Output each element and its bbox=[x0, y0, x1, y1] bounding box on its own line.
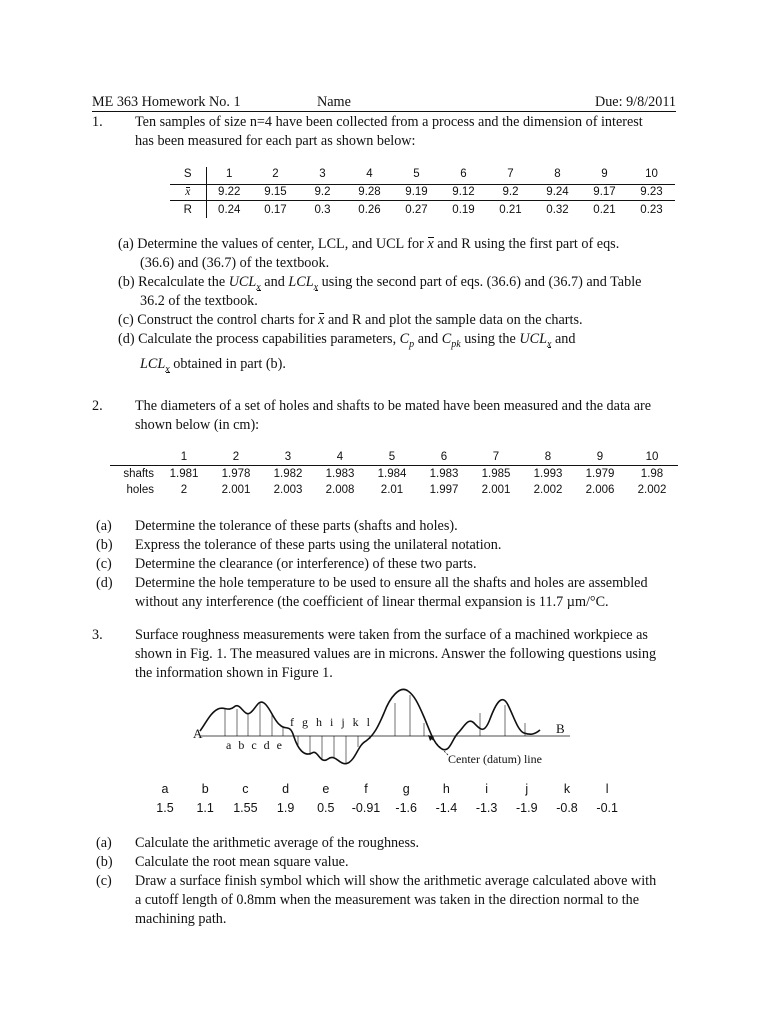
table-cell: 0.17 bbox=[264, 204, 287, 216]
roughness-letter: h bbox=[442, 782, 450, 796]
table-cell: 10 bbox=[645, 451, 659, 463]
table-cell: 8 bbox=[544, 451, 552, 463]
sample-label: S bbox=[170, 167, 206, 185]
table-cell: 2 bbox=[232, 451, 240, 463]
question-3-line-1: Surface roughness measurements were taken from the surface of a machined workpiece as bbox=[135, 627, 648, 643]
label-b-end: B bbox=[556, 721, 565, 736]
part-1b-line-2: 36.2 of the textbook. bbox=[140, 293, 258, 309]
table-cell: 9.2 bbox=[314, 186, 331, 198]
part-1b: (b) Recalculate the $UCL_x$ and $LCL_x$ using the second part of eqs. (36.6) and (36.7) and Table bbox=[118, 274, 642, 293]
item-text-line-2: without any interference (the coefficient of linear thermal expansion is 11.7 µm/°C. bbox=[135, 594, 609, 610]
roughness-letter: g bbox=[402, 782, 410, 796]
roughness-letter: a bbox=[161, 782, 169, 796]
item-text: Calculate the arithmetic average of the roughness. bbox=[135, 835, 420, 851]
table-cell: 4 bbox=[366, 168, 373, 180]
table-cell: 6 bbox=[460, 168, 467, 180]
item-label: (c) bbox=[96, 556, 112, 572]
roughness-letter: k bbox=[563, 782, 571, 796]
roughness-value: -0.8 bbox=[556, 801, 578, 815]
diameter-corner bbox=[110, 449, 158, 466]
diameter-header-row bbox=[110, 449, 678, 466]
roughness-value: -0.91 bbox=[351, 801, 381, 815]
roughness-profile-figure bbox=[180, 683, 600, 778]
table-cell: 9.24 bbox=[546, 186, 569, 198]
table-cell: 9.28 bbox=[358, 186, 381, 198]
item-label: (a) bbox=[96, 518, 112, 534]
table-cell: 0.19 bbox=[452, 204, 475, 216]
table-cell: 1.978 bbox=[221, 468, 251, 480]
table-cell: 9.19 bbox=[405, 186, 428, 198]
table-cell: 0.24 bbox=[218, 204, 241, 216]
table-cell: 9 bbox=[601, 168, 608, 180]
xbar-row bbox=[170, 185, 675, 201]
item-text: Express the tolerance of these parts using the unilateral notation. bbox=[135, 537, 502, 553]
question-3-text bbox=[135, 626, 656, 683]
item-text: Determine the clearance (or interference) of these two parts. bbox=[135, 556, 477, 572]
table-cell: 2.003 bbox=[273, 484, 303, 496]
table-cell: 9.15 bbox=[264, 186, 287, 198]
question-2-number: 2. bbox=[92, 398, 103, 414]
table-cell: 1.983 bbox=[429, 468, 459, 480]
roughness-letter: b bbox=[201, 782, 209, 796]
part-1d: (d) Calculate the process capabilities parameters, $C_p$ and $C_{pk}$ using the $UCL_x$ and bbox=[118, 331, 576, 350]
roughness-value: -0.1 bbox=[596, 801, 618, 815]
table-cell: 5 bbox=[388, 451, 396, 463]
roughness-letter: j bbox=[525, 782, 529, 796]
left-letters: a b c d e bbox=[226, 738, 284, 752]
item-text-line-3: machining path. bbox=[135, 911, 227, 927]
table-cell: 2 bbox=[180, 484, 188, 496]
roughness-value: -1.3 bbox=[475, 801, 498, 815]
item-label: (b) bbox=[96, 854, 113, 870]
item-label: (a) bbox=[96, 835, 112, 851]
right-letters: f g h i j k l bbox=[290, 715, 373, 729]
course-title: ME 363 Homework No. 1 bbox=[92, 94, 241, 110]
question-1-text bbox=[135, 113, 643, 151]
sample-table bbox=[170, 167, 675, 218]
roughness-value: -1.4 bbox=[435, 801, 458, 815]
table-cell: 0.27 bbox=[405, 204, 428, 216]
table-cell: 7 bbox=[507, 168, 514, 180]
table-cell: 9 bbox=[596, 451, 604, 463]
item-text: Determine the hole temperature to be used to ensure all the shafts and holes are assembled bbox=[135, 575, 648, 591]
question-3-line-2: shown in Fig. 1. The measured values are in microns. Answer the following questions using bbox=[135, 646, 657, 662]
table-cell: 7 bbox=[492, 451, 500, 463]
item-label: (b) bbox=[96, 537, 113, 553]
table-cell: 3 bbox=[319, 168, 326, 180]
roughness-value: 1.9 bbox=[276, 801, 295, 815]
table-cell: 1.985 bbox=[481, 468, 511, 480]
name-label: Name bbox=[317, 94, 351, 110]
table-cell: 1.983 bbox=[325, 468, 355, 480]
question-1-line-2: has been measured for each part as shown below: bbox=[135, 133, 416, 149]
roughness-letter: l bbox=[605, 782, 609, 796]
table-cell: 1.984 bbox=[377, 468, 407, 480]
table-cell: 3 bbox=[284, 451, 292, 463]
table-cell: 1.979 bbox=[585, 468, 615, 480]
table-cell: 1.982 bbox=[273, 468, 303, 480]
table-cell: 5 bbox=[413, 168, 420, 180]
question-2-line-1: The diameters of a set of holes and shafts to be mated have been measured and the data are bbox=[135, 398, 652, 414]
holes-row bbox=[110, 482, 678, 498]
table-cell: 9.2 bbox=[502, 186, 519, 198]
table-cell: 0.21 bbox=[499, 204, 522, 216]
table-cell: 1 bbox=[180, 451, 188, 463]
label-a-start: A bbox=[193, 726, 203, 741]
item-label: (d) bbox=[96, 575, 113, 591]
roughness-letter: d bbox=[282, 782, 290, 796]
diameter-table bbox=[110, 449, 678, 498]
table-cell: 2.002 bbox=[637, 484, 667, 496]
part-1c: (c) Construct the control charts for x and R and plot the sample data on the charts. bbox=[118, 312, 583, 328]
datum-label: Center (datum) line bbox=[448, 752, 542, 766]
part-1a: (a) Determine the values of center, LCL, and UCL for x and R using the first part of eqs. bbox=[118, 236, 620, 252]
roughness-value: 1.1 bbox=[196, 801, 214, 815]
table-cell: 1.997 bbox=[429, 484, 459, 496]
roughness-value: 1.5 bbox=[156, 801, 174, 815]
part-1a-line-2: (36.6) and (36.7) of the textbook. bbox=[140, 255, 330, 271]
table-cell: 1.993 bbox=[533, 468, 563, 480]
table-cell: 0.3 bbox=[314, 204, 331, 216]
table-cell: 2.008 bbox=[325, 484, 355, 496]
roughness-letter: f bbox=[364, 782, 368, 796]
question-2-text bbox=[135, 397, 651, 435]
table-cell: 0.32 bbox=[546, 204, 569, 216]
table-cell: 10 bbox=[645, 168, 658, 180]
table-cell: 9.23 bbox=[640, 186, 663, 198]
table-cell: 2.006 bbox=[585, 484, 615, 496]
table-cell: 1 bbox=[226, 168, 233, 180]
table-cell: 9.12 bbox=[452, 186, 475, 198]
range-label: R bbox=[170, 201, 206, 219]
part-1d-line-2: $LCL_x$ obtained in part (b). bbox=[140, 356, 286, 375]
table-cell: 2.001 bbox=[481, 484, 511, 496]
shafts-row bbox=[110, 466, 678, 483]
question-1-line-1: Ten samples of size n=4 have been collected from a process and the dimension of interest bbox=[135, 114, 643, 130]
roughness-value: -1.9 bbox=[516, 801, 538, 815]
roughness-value: 0.5 bbox=[317, 801, 335, 815]
table-cell: 4 bbox=[336, 451, 344, 463]
roughness-value: -1.6 bbox=[395, 801, 417, 815]
due-date: Due: 9/8/2011 bbox=[594, 94, 676, 110]
question-1-number: 1. bbox=[92, 114, 103, 130]
range-row bbox=[170, 201, 675, 219]
item-label: (c) bbox=[96, 873, 112, 889]
item-text: Determine the tolerance of these parts (shafts and holes). bbox=[135, 518, 458, 534]
item-text: Calculate the root mean square value. bbox=[135, 854, 349, 870]
item-text-line-2: a cutoff length of 0.8mm when the measurement was taken in the direction normal to the bbox=[135, 892, 640, 908]
sample-row bbox=[170, 167, 675, 185]
roughness-letter: c bbox=[242, 782, 249, 796]
table-cell: 6 bbox=[440, 451, 448, 463]
table-cell: 9.17 bbox=[593, 186, 616, 198]
table-cell: 0.26 bbox=[358, 204, 381, 216]
table-cell: 2.001 bbox=[221, 484, 251, 496]
xbar-label: x bbox=[170, 185, 206, 201]
table-cell: 2.002 bbox=[533, 484, 563, 496]
question-3-line-3: the information shown in Figure 1. bbox=[135, 665, 333, 681]
roughness-value: 1.55 bbox=[233, 801, 258, 815]
question-3-number: 3. bbox=[92, 627, 103, 643]
table-cell: 9.22 bbox=[218, 186, 241, 198]
item-text: Draw a surface finish symbol which will show the arithmetic average calculated above with bbox=[135, 873, 657, 889]
table-cell: 2 bbox=[272, 168, 279, 180]
table-cell: 8 bbox=[554, 168, 561, 180]
table-cell: 0.21 bbox=[593, 204, 616, 216]
page-header bbox=[92, 93, 676, 112]
roughness-letter: i bbox=[485, 782, 488, 796]
roughness-letter: e bbox=[322, 782, 330, 796]
holes-label: holes bbox=[126, 484, 154, 496]
table-cell: 1.981 bbox=[169, 468, 199, 480]
question-2-line-2: shown below (in cm): bbox=[135, 417, 260, 433]
table-cell: 0.23 bbox=[640, 204, 663, 216]
question-1-parts bbox=[118, 235, 641, 374]
table-cell: 1.98 bbox=[640, 468, 664, 480]
table-cell: 2.01 bbox=[380, 484, 404, 496]
shafts-label: shafts bbox=[123, 468, 154, 480]
